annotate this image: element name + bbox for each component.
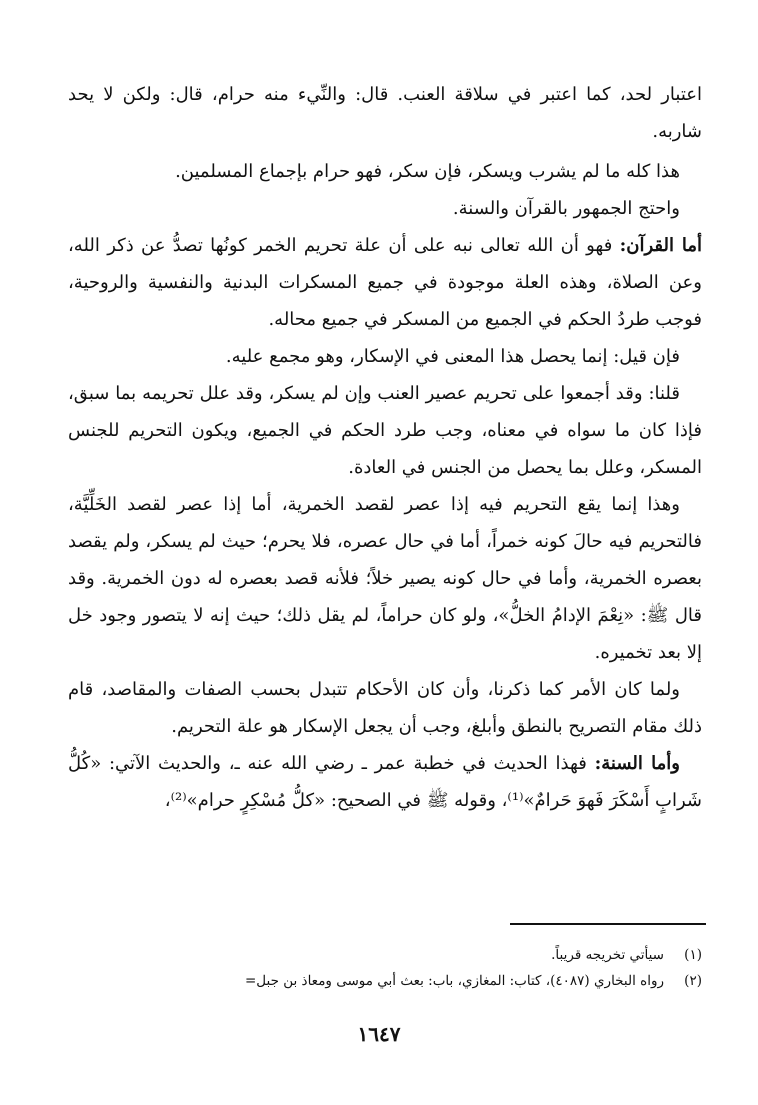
paragraph-4-text: فهو أن الله تعالى نبه على أن علة تحريم الخمر كونُها تصدُّ عن ذكر الله، وعن الصلاة، وهذه العلة موجودة في جميع المسكرات البدنية والنفسية والروحية، فوجب طردُ الحكم في الجميع من المسكر في جميع محاله. xyxy=(68,235,702,330)
footnote-1 xyxy=(68,942,702,968)
quran-heading: أما القرآن: xyxy=(619,235,702,256)
sunnah-heading: وأما السنة: xyxy=(594,753,680,774)
paragraph-4 xyxy=(68,227,702,338)
footnotes xyxy=(68,942,702,994)
footnote-number: (٢) xyxy=(684,973,702,989)
footnote-2 xyxy=(68,968,702,994)
footnote-text: رواه البخاري (٤٠٨٧)، كتاب: المغازي، باب: بعث أبي موسى ومعاذ بن جبل= xyxy=(244,973,664,989)
paragraph-3: واحتج الجمهور بالقرآن والسنة. xyxy=(452,198,680,219)
footnote-number: (١) xyxy=(684,947,702,963)
paragraph-6: قلنا: وقد أجمعوا على تحريم عصير العنب وإن لم يسكر، وقد علل تحريمه بما سبق، فإذا كان ما سواه في معناه، وجب طرد الحكم في الجميع، ويكون التحريم للجنس المسكر، وعلل بما يحصل من الجنس في العادة. xyxy=(68,383,702,478)
paragraph-2: هذا كله ما لم يشرب ويسكر، فإن سكر، فهو حرام بإجماع المسلمين. xyxy=(175,161,680,182)
footnote-text: سيأتي تخريجه قريباً. xyxy=(551,947,664,963)
paragraph-7: وهذا إنما يقع التحريم فيه إذا عصر لقصد الخمرية، أما إذا عصر لقصد الخَلِّيَّة، فالتحريم فيه حالَ كونه خمراً، أما في حال عصره، فلا يحرم؛ حيث لم يسكر، ولم يقصد بعصره الخمرية، وأما في حال كونه يصير خلاً؛ فلأنه قصد بعصره له دون الخمرية. وقد قال ﷺ: «نِعْمَ الإدامُ الخلُّ»، ولو كان حراماً، لم يقل ذلك؛ حيث إنه لا يتصور وجود خل إلا بعد تخميره. xyxy=(68,494,702,663)
paragraph-5: فإن قيل: إنما يحصل هذا المعنى في الإسكار، وهو مجمع عليه. xyxy=(225,346,680,367)
footnote-divider xyxy=(510,923,706,925)
main-text xyxy=(68,76,702,819)
paragraph-1: اعتبار لحد، كما اعتبر في سلاقة العنب. قال: والنِّيء منه حرام، قال: ولكن لا يحد شاربه. xyxy=(68,84,702,142)
page-number: ١٦٤٧ xyxy=(357,1022,401,1046)
paragraph-9-text: فهذا الحديث في خطبة عمر ـ رضي الله عنه ـ، والحديث الآتي: «كُلُّ شَرابٍ أَسْكَرَ فَهوَ حَرامٌ»⁽¹⁾، وقوله ﷺ في الصحيح: «كلُّ مُسْكِرٍ حرام»⁽²⁾، xyxy=(68,753,702,811)
paragraph-9 xyxy=(68,745,702,819)
paragraph-8: ولما كان الأمر كما ذكرنا، وأن كان الأحكام تتبدل بحسب الصفات والمقاصد، قام ذلك مقام التصريح بالنطق وأبلغ، وجب أن يجعل الإسكار هو علة التحريم. xyxy=(68,679,702,737)
